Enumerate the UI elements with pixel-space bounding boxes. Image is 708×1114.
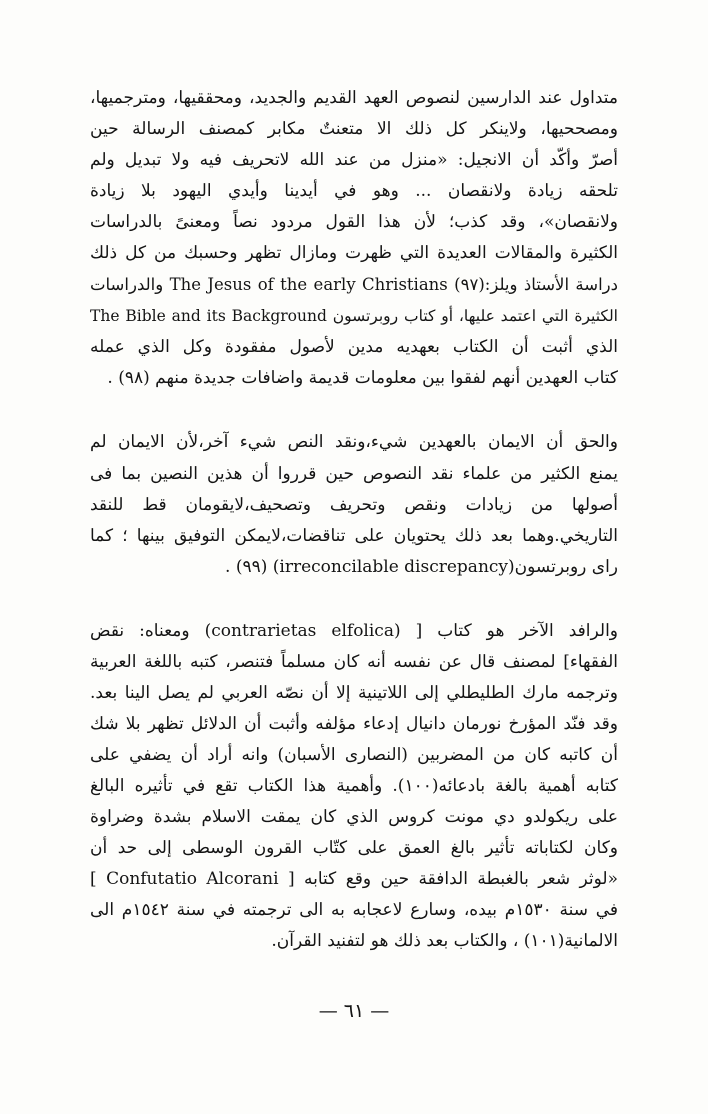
text-line: أصرّ وأكّد أن الانجيل: «منزل من عند الله لاتحريف فيه ولا تبديل ولم [90,150,618,170]
text-line: الكثيرة التي اعتمد عليها، أو كتاب روبرتسون The Bible and its Background [90,307,618,325]
text-line: تلحقه زيادة ولانقصان ... وهو في أيدينا وأيدي اليهود بلا زيادة [90,181,618,201]
page-number: — ٦١ — [318,1000,390,1022]
text-line: ومصححيها، ولاينكر كل ذلك الا متعنتٌ مكابر كمصنف الرسالة حين [90,119,618,139]
text-line: الالمانية(١٠١) ، والكتاب بعد ذلك هو لتفنيد القرآن. [271,931,618,951]
text-line: التاريخي.وهما بعد ذلك يحتويان على تناقضات،لايمكن التوفيق بينها ؛ كما [90,526,618,546]
text-line: ولانقصان»، وقد كذب؛ لأن هذا القول مردود نصاً ومعنىً بالدراسات [90,212,618,232]
text-line: والحق أن الايمان بالعهدين شيء،ونقد النص شيء آخر،لأن الايمان لم [90,432,618,452]
text-line: يمنع الكثير من علماء نقد النصوص حين قرروا أن هذين النصين بما فى [90,464,618,484]
text-line: الفقهاء] لمصنف قال عن نفسه أنه كان مسلماً فتنصر، كتبه باللغة العربية [90,652,618,672]
text-line: والرافد الآخر هو كتاب [ (contrarietas elfolica) ومعناه: نقض [90,621,618,641]
text-line: أن كاتبه كان من المضربين (النصارى الأسبان) وانه أراد أن يضفي على [90,745,618,765]
text-line: كتابه أهمية بالغة بادعائه(١٠٠). وأهمية هذا الكتاب تقع في تأثيره البالغ [90,776,618,796]
text-line: «لوثر شعر بالغبطة الدافقة حين وقع كتابه [ Confutatio Alcorani ] [90,869,618,889]
text-line: كتاب العهدين أنهم لفقوا بين معلومات قديمة واضافات جديدة منهم (٩٨) . [107,368,618,388]
text-line: الذي أثبت أن الكتاب بعهديه مدين لأصول مفقودة وكل الذي عمله [90,337,618,357]
text-line: الكثيرة والمقالات العديدة التي ظهرت ومازال تظهر وحسبك من كل ذلك [90,243,618,263]
text-line: وترجمه مارك الطليطلي إلى اللاتينية إلا أن نصّه العربي لم يصل الينا بعد. [90,683,618,703]
text-line: دراسة الأستاذ ويلز:(٩٧) The Jesus of the early Christians والدراسات [90,275,618,294]
text-line: في سنة ١٥٣٠م بيده، وسارع لاعجابه به الى ترجمته في سنة ١٥٤٢م الى [90,900,618,920]
text-line: وكان لكتاباته تأثير بالغ العمق على كتّاب القرون الوسطى إلى حد أن [90,838,618,858]
text-line: وقد فنّد المؤرخ نورمان دانيال إدعاء مؤلفه وأثبت أن الدلائل تظهر بلا شك [90,714,618,734]
text-line: متداول عند الدارسين لنصوص العهد القديم والجديد، ومحققيها، ومترجميها، [90,88,618,108]
text-line: على ريكولدو دي مونت كروس الذي كان يمقت الاسلام بشدة وضراوة [90,807,618,827]
text-line: أصولها من زيادات ونقص وتحريف وتصحيف،لايقومان قط للنقد [90,495,618,515]
text-line: راى روبرتسون(irreconcilable discrepancy) (٩٩) . [225,557,618,577]
